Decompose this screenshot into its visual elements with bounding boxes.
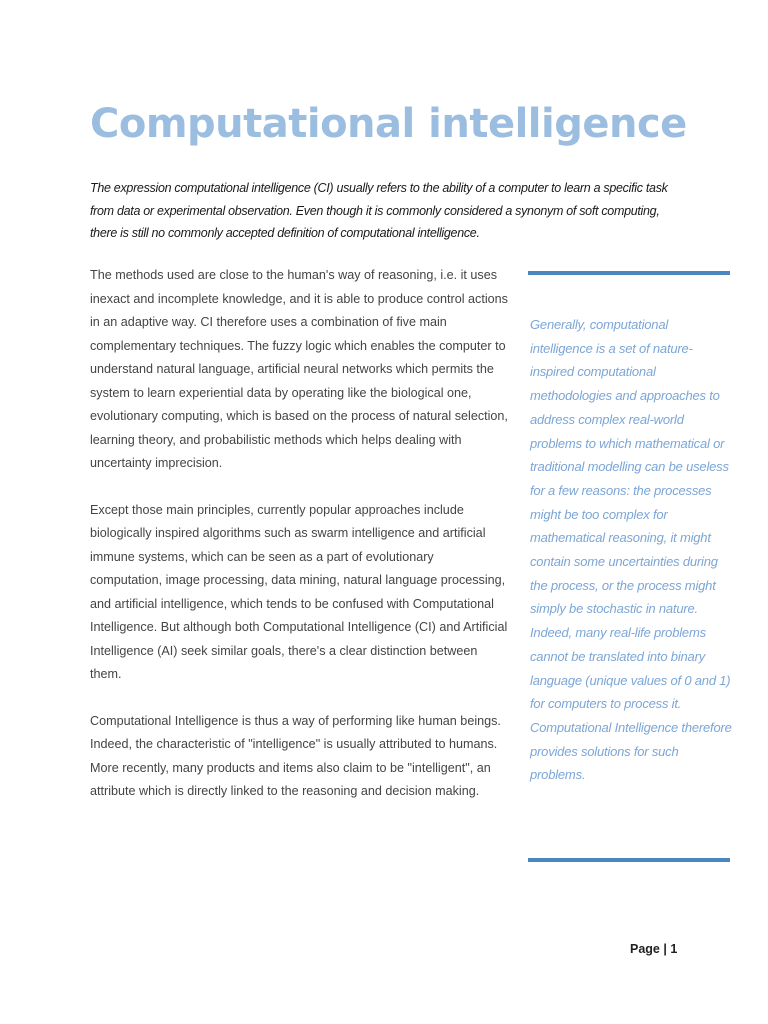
body-paragraph-2: Except those main principles, currently popular approaches include biologically inspired algorithms such as swarm intelligence and artificial immune systems, which can be seen as a part of evolutionary computation, image processing, data mining, natural language processing, and artificial intelligence, which tends to be confused with Computational Intelligence. But although both Computational Intelligence (CI) and Artificial Intelligence (AI) seek similar goals, there's a clear distinction between them. xyxy=(90,502,508,681)
main-text-column xyxy=(90,264,508,827)
sidebar-top-rule xyxy=(528,271,730,275)
intro-abstract: The expression computational intelligence (CI) usually refers to the ability of a computer to learn a specific task from data or experimental observation. Even though it is commonly considered a synonym of soft computing, there is still no commonly accepted definition of computational intelligence. xyxy=(90,181,668,240)
body-paragraph-1: The methods used are close to the human's way of reasoning, i.e. it uses inexact and incomplete knowledge, and it is able to produce control actions in an adaptive way. CI therefore uses a combination of five main complementary techniques. The fuzzy logic which enables the computer to understand natural language, artificial neural networks which permits the system to learn experiential data by operating like the biological one, evolutionary computing, which is based on the process of natural selection, learning theory, and probabilistic methods which helps dealing with uncertainty imprecision. xyxy=(90,268,508,470)
body-paragraph-3: Computational Intelligence is thus a way of performing like human beings. Indeed, the characteristic of "intelligence" is usually attributed to humans. More recently, many products and items also claim to be "intelligent", an attribute which is directly linked to the reasoning and decision making. xyxy=(90,713,501,798)
sidebar-bottom-rule xyxy=(528,858,730,862)
document-title: Computational intelligence xyxy=(90,101,687,147)
sidebar-pullquote: Generally, computational intelligence is a set of nature-inspired computational methodologies and approaches to address complex real-world problems to which mathematical or traditional modelling can be useless for a few reasons: the processes might be too complex for mathematical reasoning, it might contain some uncertainties during the process, or the process might simply be stochastic in nature. Indeed, many real-life problems cannot be translated into binary language (unique values of 0 and 1) for computers to process it. Computational Intelligence therefore provides solutions for such problems. xyxy=(530,317,732,783)
page-number: Page | 1 xyxy=(630,942,678,956)
